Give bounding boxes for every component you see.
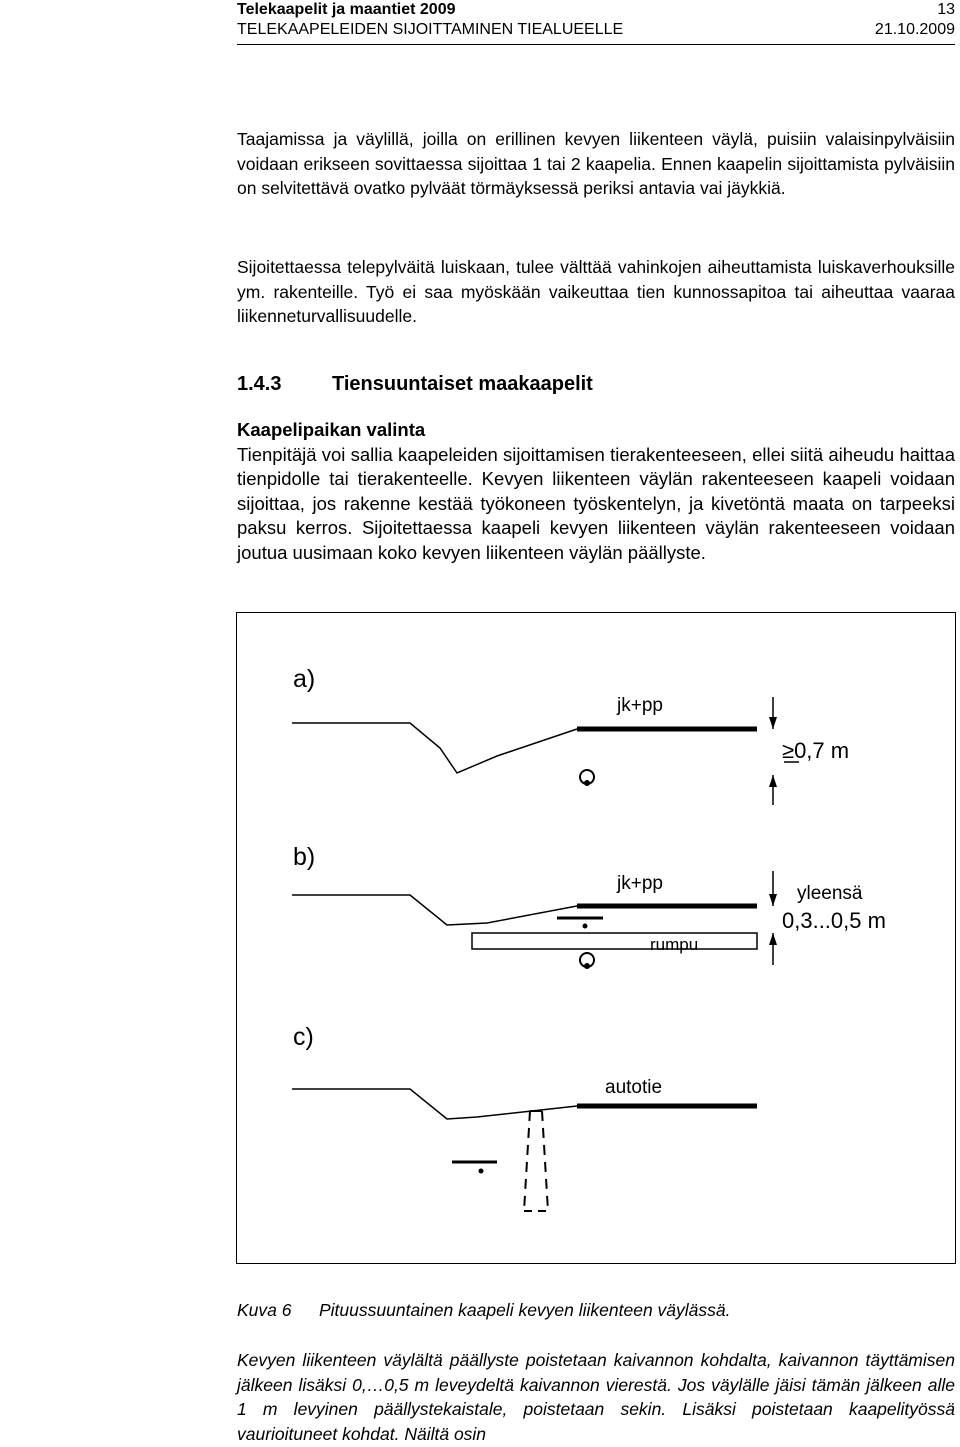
- document-title: Telekaapelit ja maantiet 2009: [237, 1, 456, 18]
- dim-arrow-top-b: [769, 894, 777, 906]
- figure-caption-text: Pituussuuntainen kaapeli kevyen liikenteen väylässä.: [319, 1300, 731, 1320]
- document-subtitle: TELEKAAPELEIDEN SIJOITTAMINEN TIEALUEELLE: [237, 21, 624, 38]
- figure-label-c: c): [293, 1023, 314, 1051]
- trench-wall-left: [524, 1111, 530, 1211]
- ground-profile-b: [292, 895, 577, 925]
- subsection-body: Tienpitäjä voi sallia kaapeleiden sijoittamisen tierakenteeseen, ellei siitä aiheudu haittaa tienpidolle tai tierakenteelle. Kevyen liikenteen väylän rakenteeseen kaapeli voidaan sijoittaa, jos rakenne kestää työkoneen työskentelyn, ja kivetöntä maata on tarpeeksi paksu kerros. Sijoitettaessa kaapeli kevyen liikenteen väylän rakenteeseen voidaan joutua uusimaan koko kevyen liikenteen väylän päällyste.: [237, 444, 955, 563]
- depth-label-a: ≥0,7 m: [782, 738, 850, 763]
- page-number: 13: [937, 1, 955, 18]
- road-label-c: autotie: [605, 1077, 663, 1098]
- road-label-b: jk+pp: [617, 873, 663, 894]
- cable-dot-a: [584, 780, 590, 786]
- culvert-label: rumpu: [650, 935, 699, 954]
- header-divider: [237, 44, 955, 45]
- depth-label-b-1: yleensä: [797, 883, 863, 904]
- cable-dot-b: [584, 963, 590, 969]
- cable-dot-b-upper: [583, 924, 588, 929]
- cable-dot-c: [479, 1169, 484, 1174]
- ground-profile-c: [292, 1089, 577, 1119]
- section-heading: [237, 372, 593, 396]
- culvert-pipe: [472, 933, 757, 949]
- section-title: Tiensuuntaiset maakaapelit: [332, 373, 593, 395]
- page-header: [237, 0, 955, 44]
- document-date: 21.10.2009: [874, 21, 955, 38]
- road-label-a: jk+pp: [617, 695, 663, 716]
- paragraph-1: Taajamissa ja väylillä, joilla on erillinen kevyen liikenteen väylä, puisiin valaisinpylväisiin voidaan erikseen sovittaessa sijoittaa 1 tai 2 kaapelia. Ennen kaapelin sijoittamista pylväisiin on selvitettävä ovatko pylväät törmäyksessä periksi antavia vai jäykkiä.: [237, 129, 955, 198]
- figure-drawing: [237, 613, 957, 1265]
- dim-arrow-top-a: [769, 717, 777, 729]
- figure-label-b: b): [293, 843, 316, 871]
- depth-label-b-2: 0,3...0,5 m: [782, 908, 886, 933]
- paragraph-2: Sijoitettaessa telepylväitä luiskaan, tulee välttää vahinkojen aiheuttamista luiskaverhouksille ym. rakenteille. Työ ei saa myöskään vaikeuttaa tien kunnossapitoa tai aiheuttaa vaaraa liikenneturvallisuudelle.: [237, 257, 955, 326]
- dim-arrow-bottom-b: [769, 933, 777, 945]
- header-row-1: [237, 0, 955, 20]
- figure-caption: [237, 1298, 731, 1322]
- ground-profile-a: [292, 723, 577, 773]
- figure-cable-placement: [236, 612, 956, 1264]
- dim-arrow-bottom-a: [769, 775, 777, 787]
- closing-paragraph: Kevyen liikenteen väylältä päällyste poistetaan kaivannon kohdalta, kaivannon täyttämisen jälkeen lisäksi 0,…0,5 m leveydeltä kaivannon vierestä. Jos väylälle jäisi tämän jälkeen alle 1 m levyinen päällystekaistale, poistetaan sekin. Lisäksi poistetaan kaapelityössä vaurioituneet kohdat. Näiltä osin: [237, 1350, 955, 1444]
- trench-wall-right: [542, 1111, 548, 1211]
- section-number: 1.4.3: [237, 373, 282, 395]
- figure-label-a: a): [293, 665, 316, 693]
- header-row-2: [237, 20, 955, 40]
- subsection-heading: Kaapelipaikan valinta: [237, 419, 426, 440]
- figure-number: Kuva 6: [237, 1300, 292, 1320]
